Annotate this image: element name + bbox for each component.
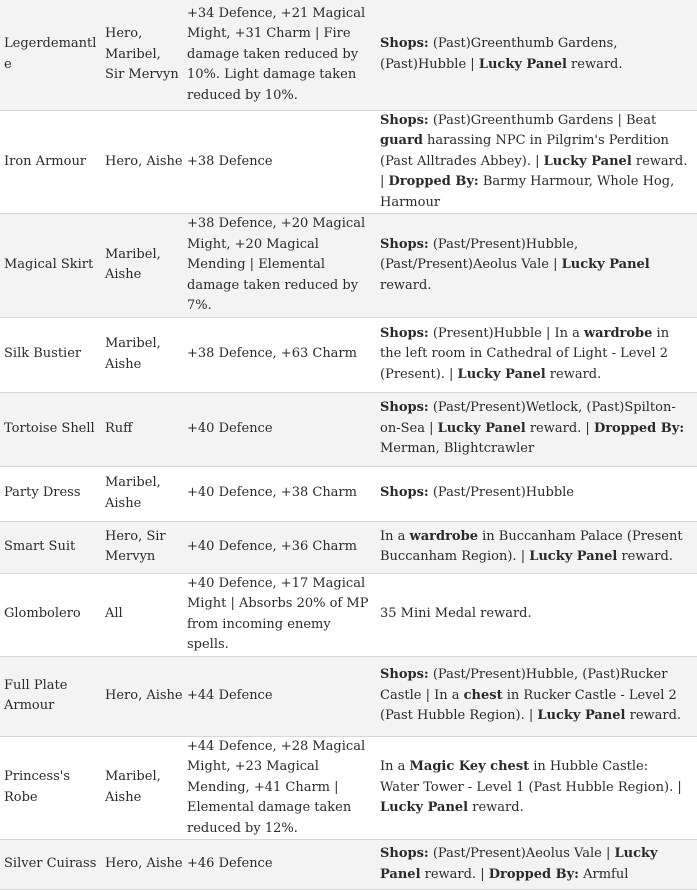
table-row xyxy=(0,466,697,521)
source-text: (Past)Greenthumb Gardens, (Past)Hubble | xyxy=(380,36,618,72)
source-keyword: Lucky Panel xyxy=(537,708,626,724)
source-keyword: Shops: xyxy=(380,325,429,341)
wearers-cell: Maribel, Aishe xyxy=(101,466,183,521)
source-cell xyxy=(376,840,697,890)
source-text: Barmy Harmour, Whole Hog, Harmour xyxy=(380,174,675,210)
source-keyword: Lucky Panel xyxy=(457,366,546,382)
source-text: (Past/Present)Aeolus Vale | xyxy=(428,846,615,861)
source-keyword: Shops: xyxy=(380,400,429,416)
wearers-cell: Hero, Aishe xyxy=(101,656,183,736)
wearers-cell: Maribel, Aishe xyxy=(101,736,183,840)
wearers-cell: Ruff xyxy=(101,392,183,466)
source-text: reward. xyxy=(566,56,623,72)
source-cell xyxy=(376,110,697,214)
wearers-cell: Hero, Aishe xyxy=(101,110,183,214)
effect-cell: +46 Defence xyxy=(183,840,376,890)
source-keyword: Shops: xyxy=(380,485,429,501)
source-text: (Past)Greenthumb Gardens | Beat xyxy=(428,112,657,128)
source-text: reward. | xyxy=(380,153,688,189)
source-cell xyxy=(376,317,697,392)
table-row xyxy=(0,573,697,656)
source-text: in Buccanham Palace (Present Buccanham Region). | xyxy=(380,528,683,564)
wearers-cell: Maribel, Aishe xyxy=(101,214,183,318)
source-keyword: guard xyxy=(380,133,423,148)
table-row xyxy=(0,317,697,392)
item-name-cell: Tortoise Shell xyxy=(0,392,101,466)
source-text: Armful xyxy=(578,866,629,882)
source-keyword: Shops: xyxy=(380,36,429,52)
wearers-cell: All xyxy=(101,573,183,656)
effect-cell: +34 Defence, +21 Magical Might, +31 Charm | Fire damage taken reduced by 10%. Light damage taken reduced by 10%. xyxy=(183,0,376,110)
wearers-cell: Hero, Aishe xyxy=(101,840,183,890)
source-text: in Rucker Castle - Level 2 (Past Hubble Region). | xyxy=(380,687,677,724)
source-keyword: Shops: xyxy=(380,846,429,861)
wearers-cell: Hero, Sir Mervyn xyxy=(101,521,183,573)
effect-cell: +40 Defence, +38 Charm xyxy=(183,466,376,521)
source-cell xyxy=(376,656,697,736)
source-text: reward. xyxy=(617,549,673,564)
source-text: 35 Mini Medal reward. xyxy=(380,606,532,622)
source-text: harassing NPC in Pilgrim's Perdition (Past Alltrades Abbey). | xyxy=(380,133,669,169)
source-keyword: Lucky Panel xyxy=(478,56,567,72)
source-keyword: Lucky Panel xyxy=(437,420,526,436)
source-keyword: Dropped By: xyxy=(593,420,685,436)
wearers-cell: Hero, Maribel, Sir Mervyn xyxy=(101,0,183,110)
source-text: reward. | xyxy=(420,866,489,882)
source-keyword: Dropped By: xyxy=(388,174,479,189)
table-row xyxy=(0,840,697,890)
source-keyword: wardrobe xyxy=(409,528,478,544)
source-keyword: Lucky Panel xyxy=(543,153,632,169)
source-cell xyxy=(376,214,697,318)
source-cell xyxy=(376,0,697,110)
item-name-cell: Princess's Robe xyxy=(0,736,101,840)
item-name-cell: Smart Suit xyxy=(0,521,101,573)
source-text: (Past/Present)Hubble, (Past/Present)Aeolus Vale | xyxy=(380,236,579,272)
item-name-cell: Legerdemantle xyxy=(0,0,101,110)
item-name-cell: Silk Bustier xyxy=(0,317,101,392)
source-text: Merman, Blightcrawler xyxy=(380,441,535,457)
source-keyword: Shops: xyxy=(380,236,429,252)
source-text: (Present)Hubble | In a xyxy=(428,325,584,341)
table-row xyxy=(0,736,697,840)
source-cell xyxy=(376,573,697,656)
table-row xyxy=(0,656,697,736)
table-row xyxy=(0,110,697,214)
source-keyword: Shops: xyxy=(380,667,429,683)
table-row xyxy=(0,392,697,466)
source-text: (Past/Present)Hubble, (Past)Rucker Castle | In a xyxy=(380,667,668,703)
source-text: in the left room in Cathedral of Light - Level 2 (Present). | xyxy=(380,325,670,382)
source-keyword: Magic Key chest xyxy=(409,759,530,774)
source-text: in Hubble Castle: Water Tower - Level 1 (Past Hubble Region). | xyxy=(380,759,682,795)
source-keyword: wardrobe xyxy=(583,325,653,341)
source-text: reward. | xyxy=(525,420,594,436)
effect-cell: +40 Defence, +17 Magical Might | Absorbs 20% of MP from incoming enemy spells. xyxy=(183,573,376,656)
source-text: reward. xyxy=(380,277,432,293)
item-name-cell: Glombolero xyxy=(0,573,101,656)
table-row xyxy=(0,0,697,110)
source-keyword: Lucky Panel xyxy=(561,257,650,272)
wearers-cell: Maribel, Aishe xyxy=(101,317,183,392)
source-text: (Past/Present)Hubble xyxy=(428,485,575,501)
source-keyword: Lucky Panel xyxy=(380,800,469,815)
source-text: In a xyxy=(380,528,410,544)
item-name-cell: Silver Cuirass xyxy=(0,840,101,890)
source-text: In a xyxy=(380,759,410,774)
item-name-cell: Iron Armour xyxy=(0,110,101,214)
source-cell xyxy=(376,466,697,521)
source-text: reward. xyxy=(468,800,524,815)
effect-cell: +38 Defence, +20 Magical Might, +20 Magical Mending | Elemental damage taken reduced by 7%. xyxy=(183,214,376,318)
table-row xyxy=(0,214,697,318)
effect-cell: +38 Defence xyxy=(183,110,376,214)
source-text: reward. xyxy=(545,366,602,382)
source-keyword: Shops: xyxy=(380,112,429,128)
effect-cell: +44 Defence, +28 Magical Might, +23 Magical Mending, +41 Charm | Elemental damage taken reduced by 12%. xyxy=(183,736,376,840)
source-keyword: Lucky Panel xyxy=(529,549,618,564)
source-keyword: chest xyxy=(463,687,503,703)
source-keyword: Lucky Panel xyxy=(380,846,658,882)
source-text: reward. xyxy=(625,708,682,724)
effect-cell: +40 Defence xyxy=(183,392,376,466)
item-name-cell: Magical Skirt xyxy=(0,214,101,318)
source-keyword: Dropped By: xyxy=(488,866,579,882)
source-cell xyxy=(376,736,697,840)
effect-cell: +44 Defence xyxy=(183,656,376,736)
effect-cell: +40 Defence, +36 Charm xyxy=(183,521,376,573)
table-row xyxy=(0,521,697,573)
source-cell xyxy=(376,392,697,466)
source-cell xyxy=(376,521,697,573)
item-name-cell: Full Plate Armour xyxy=(0,656,101,736)
item-name-cell: Party Dress xyxy=(0,466,101,521)
effect-cell: +38 Defence, +63 Charm xyxy=(183,317,376,392)
source-text: (Past/Present)Wetlock, (Past)Spilton-on-Sea | xyxy=(380,400,676,436)
